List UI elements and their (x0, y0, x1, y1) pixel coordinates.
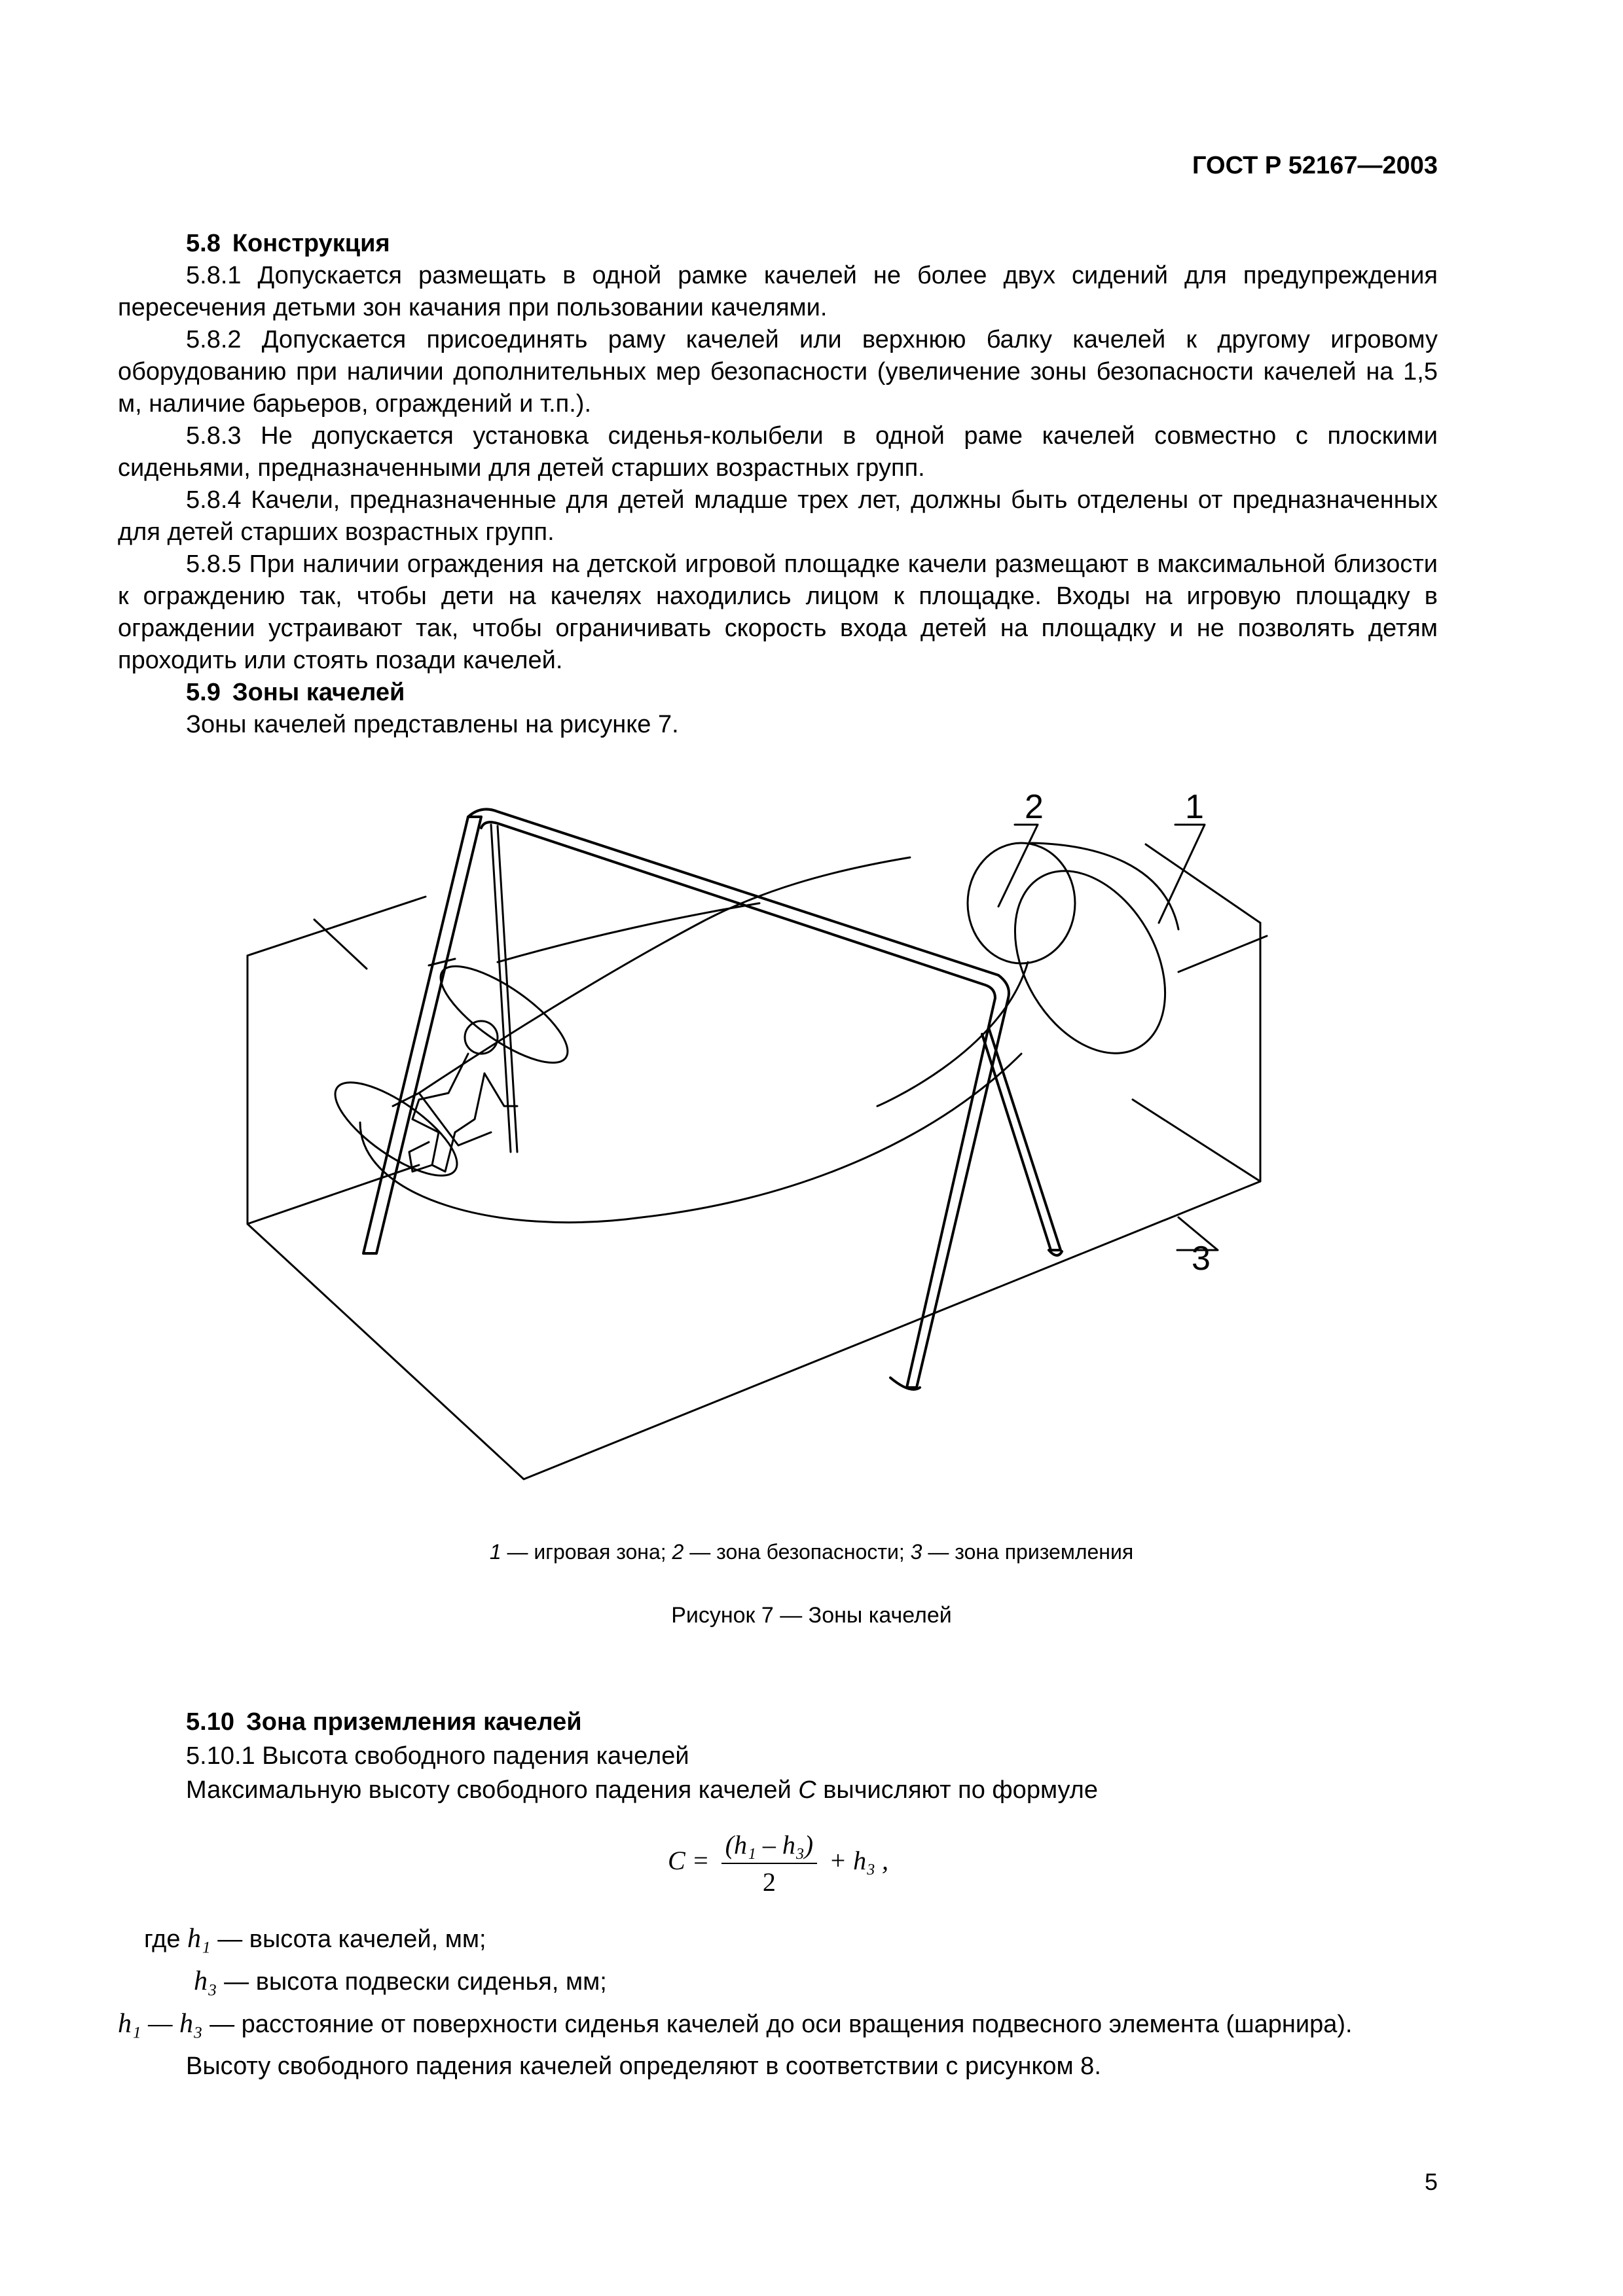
standard-header: ГОСТ Р 52167—2003 (1192, 152, 1438, 179)
free-fall-height-formula (668, 1829, 888, 1897)
paragraph-5-9-intro: Зоны качелей представлены на рисунке 7. (186, 711, 679, 738)
paragraph-5-8-5: 5.8.5 При наличии ограждения на детской игровой площадке качели размещают в максимальной близости к ограждению так, чтобы дети на качелях находились лицом к площадке. Входы на игровую площадку в ограждении устраивают так, чтобы ограничивать скорость входа детей на площадку и не позволять детям проходить или стоять позади качелей. (118, 550, 1438, 674)
section-5-8-and-5-9 (118, 228, 1438, 741)
symbol-h1: h₁ (187, 1924, 211, 1954)
definition-text: — высота качелей, мм; (210, 1926, 486, 1953)
definition-h1 (118, 1918, 1440, 1960)
paragraph-5-10-1: 5.10.1 Высота свободного падения качелей (186, 1742, 689, 1770)
figure-caption: Рисунок 7 — Зоны качелей (671, 1603, 952, 1628)
section-title: Зоны качелей (232, 679, 405, 706)
definition-text: — высота подвески сиденья, мм; (217, 1968, 607, 1996)
paragraph-formula-intro (118, 1773, 1438, 1807)
figure-legend (0, 1540, 1623, 1564)
legend-num-2: 2 (672, 1540, 684, 1564)
section-5-8-heading (118, 228, 1438, 260)
definition-h1-minus-h3 (118, 2003, 1440, 2045)
paragraph-5-8-2: 5.8.2 Допускается присоединять раму качелей или верхнюю балку качелей к другому игровому оборудованию при наличии дополнительных мер безопасности (увеличение зоны безопасности качелей на 1,5 м, наличие барьеров, ограждений и т.п.). (118, 326, 1438, 418)
figure-label-1: 1 (1185, 788, 1204, 826)
swing-frame (363, 809, 1062, 1389)
formula-lhs: C = (668, 1846, 710, 1876)
definition-text: — расстояние от поверхности сиденья качелей до оси вращения подвесного элемента (шарнира). (202, 2011, 1353, 2038)
legend-text-3: — зона приземления (922, 1540, 1134, 1564)
symbol-h3: h₃ (194, 1966, 217, 1996)
formula-intro-before: Максимальную высоту свободного падения качелей (186, 1776, 799, 1804)
paragraph-5-8-3: 5.8.3 Не допускается установка сиденья-колыбели в одной раме качелей совместно с плоскими сиденьями, предназначенными для детей старших возрастных групп. (118, 422, 1438, 482)
formula-denominator: 2 (762, 1867, 776, 1897)
formula-fraction (721, 1829, 817, 1897)
safety-zone-sweep (322, 843, 1196, 1223)
section-number: 5.9 (186, 679, 221, 706)
paragraph-see-figure-8: Высоту свободного падения качелей определяют в соответствии с рисунком 8. (186, 2053, 1101, 2080)
symbol-h1-minus-h3: h₁ — h₃ (118, 2009, 203, 2039)
legend-text-2: — зона безопасности; (684, 1540, 911, 1564)
figure-7-swing-zones (223, 766, 1336, 1499)
paragraph-5-8-4: 5.8.4 Качели, предназначенные для детей младше трех лет, должны быть отделены от предназначенных для детей старших возрастных групп. (118, 486, 1438, 546)
section-title: Зона приземления качелей (246, 1708, 582, 1736)
paragraph-5-8-1: 5.8.1 Допускается размещать в одной рамке качелей не более двух сидений для предупреждения пересечения детьми зон качания при пользовании качелями. (118, 262, 1438, 321)
formula-definitions (118, 1918, 1440, 2087)
formula-rhs: + h₃ , (829, 1846, 889, 1876)
formula-numerator: (h₁ – h₃) (721, 1829, 817, 1864)
section-number: 5.8 (186, 230, 221, 257)
figure-label-2: 2 (1025, 788, 1044, 826)
page-number: 5 (1424, 2168, 1438, 2195)
section-title: Конструкция (232, 230, 390, 257)
section-number: 5.10 (186, 1708, 234, 1736)
section-5-9-heading (118, 677, 1438, 709)
formula-intro-after: вычисляют по формуле (816, 1776, 1098, 1804)
section-5-10 (118, 1705, 1438, 1807)
swing-zones-drawing (223, 766, 1336, 1499)
legend-num-1: 1 (489, 1540, 501, 1564)
legend-num-3: 3 (910, 1540, 922, 1564)
definition-prefix: где (144, 1926, 188, 1953)
section-5-10-heading (118, 1705, 1438, 1739)
definition-h3 (118, 1960, 1440, 2003)
figure-label-3: 3 (1192, 1240, 1211, 1278)
legend-text-1: — игровая зона; (501, 1540, 672, 1564)
formula-intro-variable: C (798, 1776, 816, 1804)
